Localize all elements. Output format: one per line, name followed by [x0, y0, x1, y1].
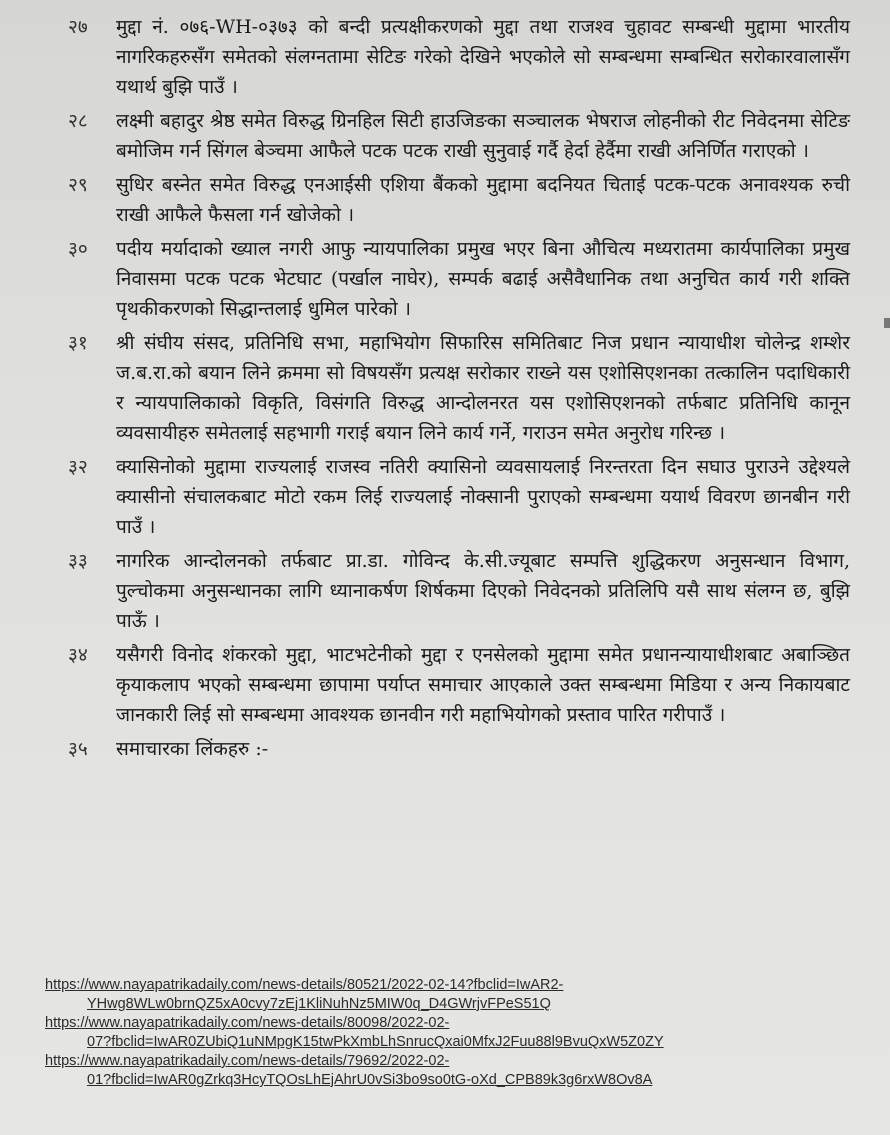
news-link[interactable]: [45, 1014, 745, 1052]
list-item: [60, 452, 850, 542]
list-item: [60, 640, 850, 730]
item-number: ३०: [68, 238, 88, 260]
item-text: मुद्दा नं. ०७६-WH-०३७३ को बन्दी प्रत्यक्षीकरणको मुद्दा तथा राजश्व चुहावट सम्बन्धी मुद्दामा भारतीय नागरिकहरुसँग समेतको संलग्नतामा सेटिङ गरेको देखिने भएकोले सो सम्बन्धमा सम्बन्धित सरोकारवालासँग यथार्थ बुझि पाउँ ।: [116, 16, 850, 98]
list-item: [60, 12, 850, 102]
list-item: [60, 234, 850, 324]
list-item: [60, 106, 850, 166]
list-item: [60, 170, 850, 230]
link-line: https://www.nayapatrikadaily.com/news-details/80521/2022-02-14?fbclid=IwAR2-: [45, 977, 564, 993]
news-link[interactable]: [45, 1052, 745, 1090]
item-text: क्यासिनोको मुद्दामा राज्यलाई राजस्व नतिरी क्यासिनो व्यवसायलाई निरन्तरता दिन सघाउ पुराउने उद्देश्यले क्यासीनो संचालकबाट मोटो रकम लिई राज्यलाई नोक्सानी पुराएको सम्बन्धमा ययार्थ विवरण छानबीन गरी पाउँ ।: [116, 456, 850, 538]
link-line: https://www.nayapatrikadaily.com/news-details/79692/2022-02-: [45, 1053, 450, 1069]
item-text: पदीय मर्यादाको ख्याल नगरी आफु न्यायपालिका प्रमुख भएर बिना औचित्य मध्यरातमा कार्यपालिका प्रमुख निवासमा पटक पटक भेटघाट (पर्खाल नाघेर), सम्पर्क बढाई असैवैधानिक तथा अनुचित कार्य गरी शक्ति पृथकीकरणको सिद्धान्तलाई धुमिल पारेको ।: [116, 238, 850, 320]
item-text: यसैगरी विनोद शंकरको मुद्दा, भाटभटेनीको मुद्दा र एनसेलको मुद्दामा समेत प्रधानन्यायाधीशबाट अबाञ्छित कृयाकलाप भएको सम्बन्धमा छापामा पर्याप्त समाचार आएकाले उक्त सम्बन्धमा मिडिया र अन्य निकायबाट जानकारी लिई सो सम्बन्धमा आवश्यक छानवीन गरी महाभियोगको प्रस्ताव पारित गरीपाउँ ।: [116, 644, 850, 726]
list-item: [60, 328, 850, 448]
item-text: नागरिक आन्दोलनको तर्फबाट प्रा.डा. गोविन्द के.सी.ज्यूबाट सम्पत्ति शुद्धिकरण अनुसन्धान विभाग, पुल्चोकमा अनुसन्धानका लागि ध्यानाकर्षण शिर्षकमा दिएको निवेदनको प्रतिलिपि यसै साथ संलग्न छ, बुझि पाऊँ ।: [116, 550, 850, 632]
item-number: ३२: [68, 456, 88, 478]
link-line: YHwg8WLw0brnQZ5xA0cvy7zEj1KliNuhNz5MIW0q_D4GWrjvFPeS51Q: [87, 996, 551, 1012]
item-number: २९: [68, 174, 88, 196]
list-item-news-links-heading: [60, 734, 850, 764]
item-number: ३१: [68, 332, 88, 354]
link-line: https://www.nayapatrikadaily.com/news-details/80098/2022-02-: [45, 1015, 450, 1031]
item-number: २७: [68, 16, 88, 38]
link-line: 07?fbclid=IwAR0ZUbiQ1uNMpgK15twPkXmbLhSnrucQxai0MfxJ2Fuu88l9BvuQxW5Z0ZY: [87, 1034, 664, 1050]
list-item: [60, 546, 850, 636]
news-link[interactable]: [45, 976, 745, 1014]
item-number: ३४: [68, 644, 88, 666]
numbered-item-list: [60, 12, 850, 768]
item-number: ३३: [68, 550, 88, 572]
item-number: २८: [68, 110, 88, 132]
item-text: श्री संघीय संसद, प्रतिनिधि सभा, महाभियोग सिफारिस समितिबाट निज प्रधान न्यायाधीश चोलेन्द्र शम्शेर ज.ब.रा.को बयान लिने क्रममा सो विषयसँग प्रत्यक्ष सरोकार राख्ने यस एशोसिएशनका तत्कालिन पदाधिकारी र न्यायपालिकाको विकृति, विसंगति विरुद्ध आन्दोलनरत यस एशोसिएशनको तर्फबाट प्रतिनिधि कानून व्यवसायीहरु समेतलाई सहभागी गराई बयान लिने कार्य गर्ने, गराउन समेत अनुरोध गरिन्छ ।: [116, 332, 850, 444]
item-text: समाचारका लिंकहरु :-: [116, 738, 269, 760]
item-text: लक्ष्मी बहादुर श्रेष्ठ समेत विरुद्ध ग्रिनहिल सिटी हाउजिङका सञ्चालक भेषराज लोहनीको रीट निवेदनमा सेटिङ बमोजिम गर्न सिंगल बेञ्चमा आफैले पटक पटक राखी सुनुवाई गर्दै हेर्दा हेर्दैमा राखी अनिर्णित गराएको ।: [116, 110, 850, 162]
link-line: 01?fbclid=IwAR0gZrkq3HcyTQOsLhEjAhrU0vSi3bo9so0tG-oXd_CPB89k3g6rxW8Ov8A: [87, 1072, 653, 1088]
page-edge-mark: [884, 318, 890, 328]
item-number: ३५: [68, 738, 88, 760]
item-text: सुधिर बस्नेत समेत विरुद्ध एनआईसी एशिया बैंकको मुद्दामा बदनियत चिताई पटक-पटक अनावश्यक रुची राखी आफैले फैसला गर्न खोजेको ।: [116, 174, 850, 226]
news-links: [45, 976, 745, 1090]
